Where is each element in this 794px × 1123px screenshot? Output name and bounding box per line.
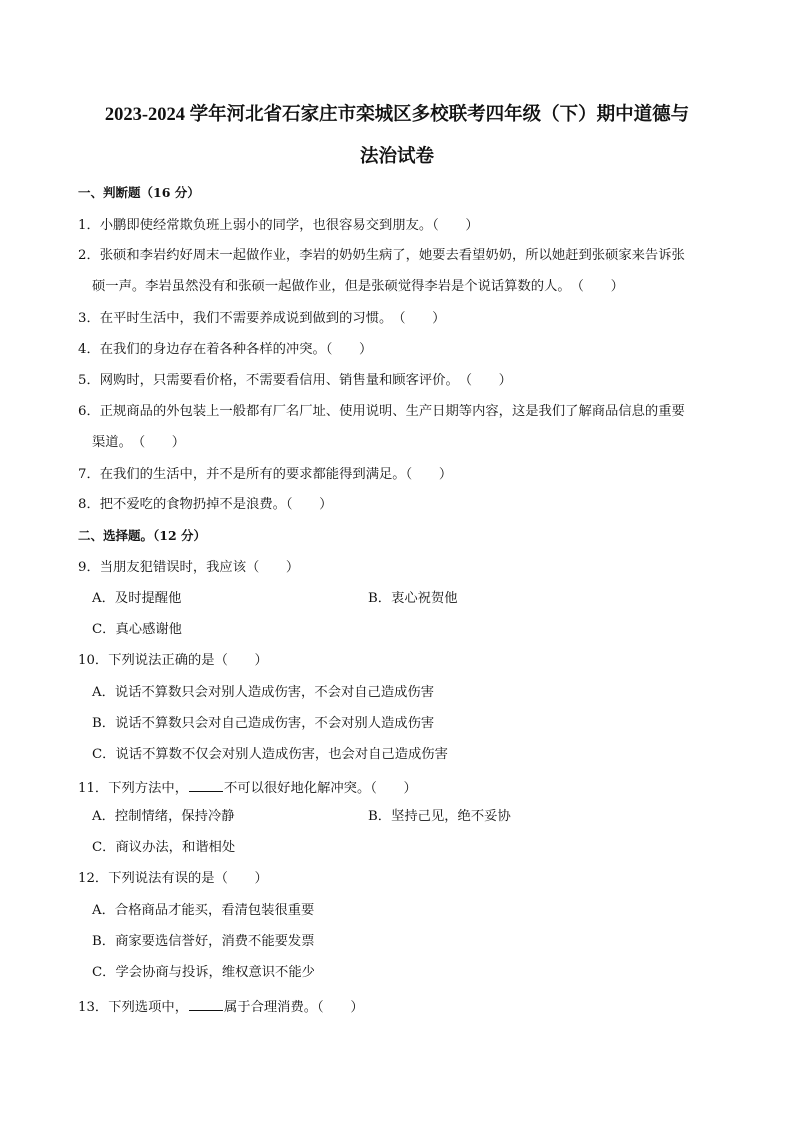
answer-blank (189, 779, 223, 792)
question-9-option-a: A．及时提醒他 (92, 591, 182, 606)
question-11 (78, 779, 417, 795)
question-12-option-c: C．学会协商与投诉，维权意识不能少 (92, 965, 315, 980)
question-3: 3．在平时生活中，我们不需要养成说到做到的习惯。 （ ） (78, 311, 446, 326)
question-2: 2．张硕和李岩约好周末一起做作业，李岩的奶奶生病了，她要去看望奶奶，所以她赶到张硕家来告诉张 (78, 248, 685, 263)
question-8: 8．把不爱吃的食物扔掉不是浪费。（ ） (78, 497, 333, 512)
section-heading-choice: 二、选择题。（12 分） (78, 528, 206, 543)
question-10: 10．下列说法正确的是（ ） (78, 653, 268, 668)
question-7: 7．在我们的生活中，并不是所有的要求都能得到满足。（ ） (78, 467, 453, 482)
question-12-option-b: B．商家要选信誉好，消费不能要发票 (92, 934, 315, 949)
question-6: 6．正规商品的外包装上一般都有厂名厂址、使用说明、生产日期等内容，这是我们了解商品信息的重要 (78, 404, 685, 419)
question-1: 1．小鹏即使经常欺负班上弱小的同学，也很容易交到朋友。（ ） (78, 218, 479, 233)
question-9-option-b: B．衷心祝贺他 (368, 591, 458, 606)
question-11-stem-end: 不可以很好地化解冲突。（ ） (224, 781, 417, 796)
question-2-continued: 硕一声。李岩虽然没有和张硕一起做作业，但是张硕觉得李岩是个说话算数的人。 （ ） (92, 279, 624, 294)
question-5: 5．网购时，只需要看价格，不需要看信用、销售量和顾客评价。 （ ） (78, 373, 512, 388)
question-11-option-a: A．控制情绪，保持冷静 (92, 809, 235, 824)
question-6-continued: 渠道。 （ ） (92, 435, 186, 450)
question-9: 9．当朋友犯错误时，我应该（ ） (78, 560, 300, 575)
question-13-stem-start: 13．下列选项中， (78, 1000, 188, 1015)
question-4: 4．在我们的身边存在着各种各样的冲突。（ ） (78, 342, 373, 357)
question-11-option-c: C．商议办法，和谐相处 (92, 840, 236, 855)
answer-blank (189, 998, 223, 1011)
page-title-line-1: 2023-2024 学年河北省石家庄市栾城区多校联考四年级（下）期中道德与 (104, 105, 690, 125)
question-12: 12．下列说法有误的是（ ） (78, 871, 268, 886)
question-11-stem-start: 11．下列方法中， (78, 781, 188, 796)
question-10-option-a: A．说话不算数只会对别人造成伤害，不会对自己造成伤害 (92, 685, 435, 700)
section-heading-judgement: 一、判断题（16 分） (78, 185, 200, 200)
question-13 (78, 998, 364, 1014)
question-12-option-a: A．合格商品才能买，看清包装很重要 (92, 903, 315, 918)
question-9-option-c: C．真心感谢他 (92, 622, 182, 637)
page-title-line-2: 法治试卷 (359, 147, 434, 167)
question-10-option-c: C．说话不算数不仅会对别人造成伤害，也会对自己造成伤害 (92, 747, 448, 762)
question-11-option-b: B．坚持己见，绝不妥协 (368, 809, 511, 824)
question-13-stem-end: 属于合理消费。（ ） (224, 1000, 364, 1015)
question-10-option-b: B．说话不算数只会对自己造成伤害，不会对别人造成伤害 (92, 716, 435, 731)
